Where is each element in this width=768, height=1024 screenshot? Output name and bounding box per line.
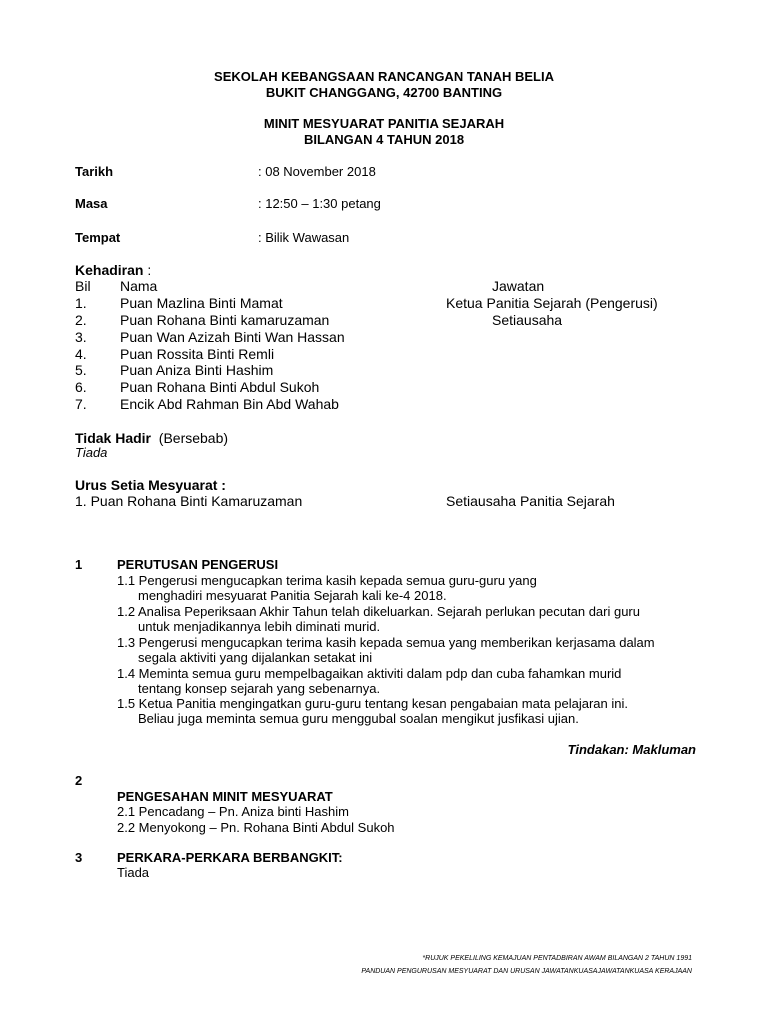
section2-item: 2.2 Menyokong – Pn. Rohana Binti Abdul Sukoh: [117, 820, 395, 835]
section1-item-line1: 1.3 Pengerusi mengucapkan terima kasih kepada semua yang memberikan kerjasama dalam: [117, 635, 655, 650]
attendee-bil: 1.: [75, 295, 87, 311]
school-name-line1: SEKOLAH KEBANGSAAN RANCANGAN TANAH BELIA: [214, 69, 554, 84]
section2-title: PENGESAHAN MINIT MESYUARAT: [117, 789, 333, 804]
section3-number: 3: [75, 850, 83, 865]
attendee-role: Setiausaha: [492, 312, 563, 328]
attendance-heading-text: Kehadiran: [75, 262, 144, 278]
date-label: Tarikh: [75, 164, 114, 179]
secretariat-heading: Urus Setia Mesyuarat :: [75, 477, 226, 493]
attendance-heading: [75, 262, 151, 278]
absent-value: Tiada: [75, 445, 108, 460]
attendee-bil: 4.: [75, 346, 87, 362]
attendee-bil: 5.: [75, 362, 87, 378]
attendance-heading-colon: :: [143, 262, 152, 278]
section1-item-line2: segala aktiviti yang dijalankan setakat ini: [138, 650, 373, 665]
attendee-bil: 2.: [75, 312, 87, 328]
section2-number: 2: [75, 773, 83, 788]
place-value: : Bilik Wawasan: [258, 230, 350, 245]
section1-action: Tindakan: Makluman: [567, 742, 696, 757]
section1-item-line1: 1.4 Meminta semua guru mempelbagaikan aktiviti dalam pdp dan cuba fahamkan murid: [117, 666, 622, 681]
absent-heading-text: Tidak Hadir: [75, 430, 151, 446]
attendee-name: Puan Rohana Binti Abdul Sukoh: [120, 379, 320, 395]
attendee-name: Puan Rossita Binti Remli: [120, 346, 275, 362]
document-title-line2: BILANGAN 4 TAHUN 2018: [303, 132, 465, 147]
attendee-bil: 7.: [75, 396, 87, 412]
attendee-bil: 6.: [75, 379, 87, 395]
column-jawatan-header: Jawatan: [492, 278, 545, 294]
attendee-name: Puan Mazlina Binti Mamat: [120, 295, 283, 311]
section1-item-line1: 1.2 Analisa Peperiksaan Akhir Tahun telah dikeluarkan. Sejarah perlukan pecutan dari guru: [117, 604, 640, 619]
section1-item-line2: untuk menjadikannya lebih diminati murid.: [138, 619, 381, 634]
school-name-line2: BUKIT CHANGGANG, 42700 BANTING: [265, 85, 503, 100]
date-value: : 08 November 2018: [258, 164, 376, 179]
document-title-line1: MINIT MESYUARAT PANITIA SEJARAH: [263, 116, 505, 131]
column-bil-header: Bil: [75, 278, 91, 294]
secretariat-role: Setiausaha Panitia Sejarah: [446, 493, 615, 509]
attendee-name: Puan Aniza Binti Hashim: [120, 362, 274, 378]
attendee-name: Puan Wan Azizah Binti Wan Hassan: [120, 329, 345, 345]
section1-title: PERUTUSAN PENGERUSI: [117, 557, 279, 572]
secretariat-name: 1. Puan Rohana Binti Kamaruzaman: [75, 493, 303, 509]
footer-reference-line1: *RUJUK PEKELILING KEMAJUAN PENTADBIRAN AWAM BILANGAN 2 TAHUN 1991: [422, 955, 692, 962]
attendee-name: Encik Abd Rahman Bin Abd Wahab: [120, 396, 339, 412]
section3-title: PERKARA-PERKARA BERBANGKIT:: [117, 850, 343, 865]
section1-number: 1: [75, 557, 83, 572]
section1-item-line1: 1.5 Ketua Panitia mengingatkan guru-guru tentang kesan pengabaian mata pelajaran ini.: [117, 696, 628, 711]
time-label: Masa: [75, 196, 108, 211]
section2-item: 2.1 Pencadang – Pn. Aniza binti Hashim: [117, 804, 349, 819]
absent-note: (Bersebab): [158, 430, 229, 446]
attendee-bil: 3.: [75, 329, 87, 345]
column-nama-header: Nama: [120, 278, 158, 294]
section1-item-line2: tentang konsep sejarah yang sebenarnya.: [138, 681, 381, 696]
time-value: : 12:50 – 1:30 petang: [258, 196, 381, 211]
place-label: Tempat: [75, 230, 121, 245]
attendee-role: Ketua Panitia Sejarah (Pengerusi): [446, 295, 658, 311]
absent-heading: [75, 430, 228, 446]
section1-item-line1: 1.1 Pengerusi mengucapkan terima kasih kepada semua guru-guru yang: [117, 573, 537, 588]
section1-item-line2: Beliau juga meminta semua guru menggubal soalan mengikut jusfikasi ujian.: [138, 711, 579, 726]
section3-value: Tiada: [117, 865, 150, 880]
footer-reference-line2: PANDUAN PENGURUSAN MESYUARAT DAN URUSAN JAWATANKUASAJAWATANKUASA KERAJAAN: [361, 968, 692, 975]
attendee-name: Puan Rohana Binti kamaruzaman: [120, 312, 330, 328]
section1-item-line2: menghadiri mesyuarat Panitia Sejarah kali ke-4 2018.: [138, 588, 447, 603]
